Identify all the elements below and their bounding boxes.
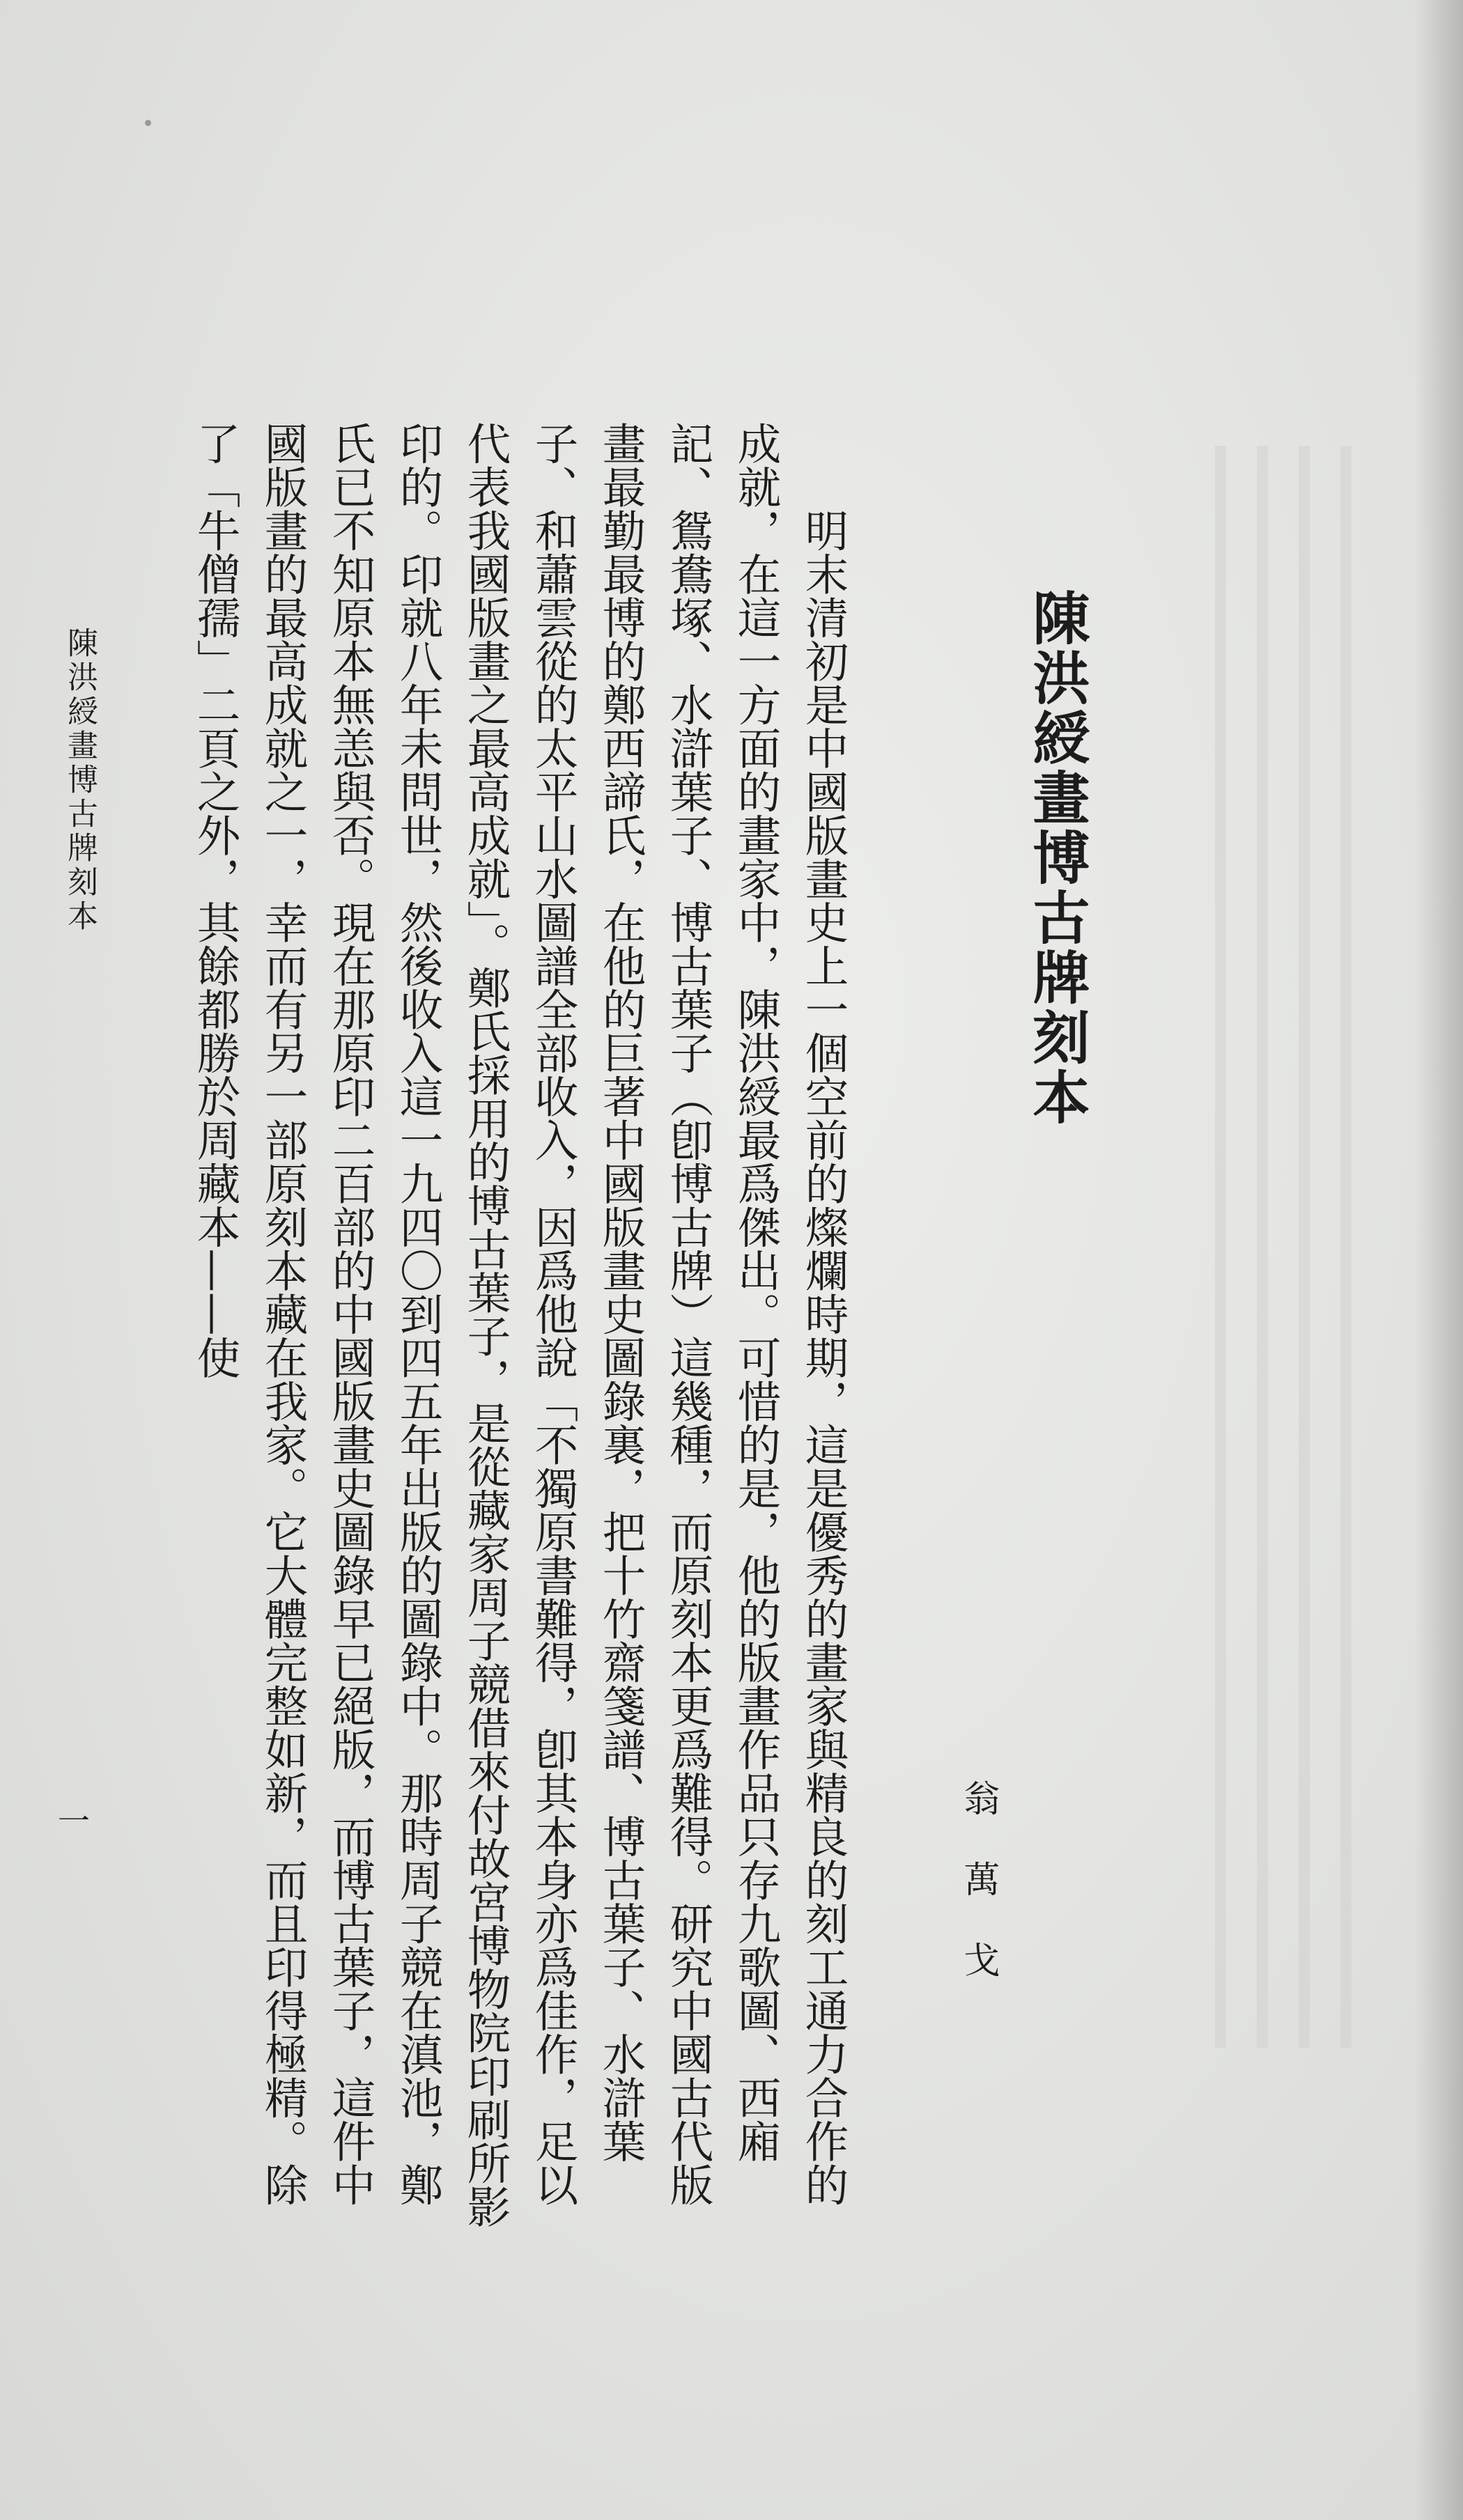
author-name: 翁萬戈 [957,1780,999,2022]
page-number: 一 [53,1804,91,1836]
article-body [124,421,857,2246]
body-paragraph: 明末清初是中國版畫史上一個空前的燦爛時期，這是優秀的畫家與精良的刻工通力合作的成就，在這一方面的畫家中，陳洪綬最爲傑出。可惜的是，他的版畫作品只存九歌圖、西廂記、鴛鴦塚、水滸葉子、博古葉子（卽博古牌）這幾種，而原刻本更爲難得。研究中國古代版畫最勤最博的鄭西諦氏，在他的巨著中國版畫史圖錄裏，把十竹齋箋譜、博古葉子、水滸葉子、和蕭雲從的太平山水圖譜全部收入，因爲他說「不獨原書難得，卽其本身亦爲佳作，足以代表我國版畫之最高成就」。鄭氏採用的博古葉子，是從藏家周子競借來付故宮博物院印刷所影印的。印就八年未問世，然後收入這一九四〇到四五年出版的圖錄中。那時周子競在滇池，鄭氏已不知原本無恙與否。現在那原印二百部的中國版畫史圖錄早已絕版，而博古葉子，這件中國版畫的最高成就之一，幸而有另一部原刻本藏在我家。它大體完整如新，而且印得極精。除了「牛僧孺」二頁之外，其餘都勝於周藏本——使 [189,421,849,2228]
article-title: 陳洪綬畫博古牌刻本 [1023,589,1090,1128]
page-edge-shadow [1414,0,1463,2520]
running-title: 陳洪綬畫博古牌刻本 [62,627,98,934]
paper-speck [145,120,151,126]
show-through-text [1184,446,1365,2048]
